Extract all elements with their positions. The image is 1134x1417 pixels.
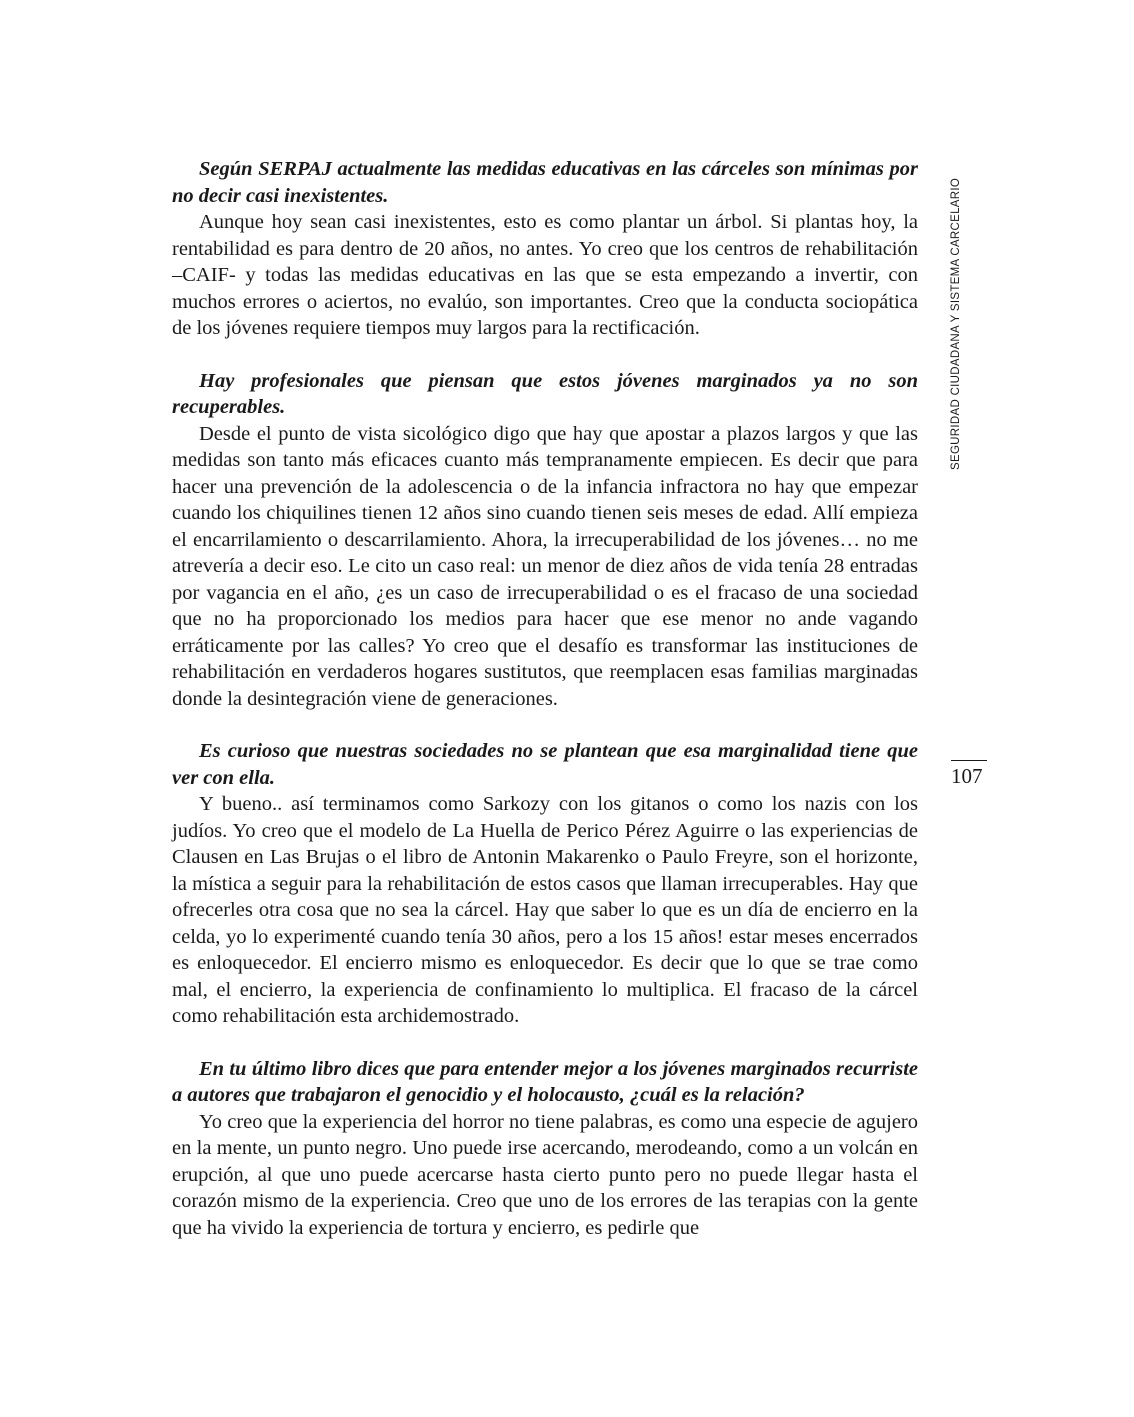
interview-section <box>172 156 918 342</box>
interview-section <box>172 1056 918 1242</box>
interview-answer: Y bueno.. así terminamos como Sarkozy con los gitanos o como los nazis con los judíos. Yo creo que el modelo de La Huella de Perico Pérez Aguirre o las experiencias de Clausen en Las Brujas o el libro de Antonin Makarenko o Paulo Freyre, son el horizonte, la mística a seguir para la rehabilitación de estos casos que llaman irrecuperables. Hay que ofrecerles otra cosa que no sea la cárcel. Hay que saber lo que es un día de encierro en la celda, yo lo experimenté cuando tenía 30 años, pero a los 15 años! estar meses encerrados es enloquecedor. El encierro mismo es enloquecedor. Es decir que lo que se trae como mal, el encierro, la experiencia de confinamiento lo multiplica. El fracaso de la cárcel como rehabilitación esta archidemostrado. <box>172 793 918 1027</box>
interview-answer: Aunque hoy sean casi inexistentes, esto es como plantar un árbol. Si plantas hoy, la rentabilidad es para dentro de 20 años, no antes. Yo creo que los centros de rehabilitación –CAIF- y todas las medidas educativas en las que se esta empezando a invertir, con muchos errores o aciertos, no evalúo, son importantes. Creo que la conducta sociopática de los jóvenes requiere tiempos muy largos para la rectificación. <box>172 211 918 339</box>
interview-section <box>172 368 918 713</box>
interview-question: Según SERPAJ actualmente las medidas educativas en las cárceles son mínimas por no decir casi inexistentes. <box>172 158 918 207</box>
interview-answer: Desde el punto de vista sicológico digo que hay que apostar a plazos largos y que las medidas son tanto más eficaces cuanto más tempranamente empiecen. Es decir que para hacer una prevención de la adolescencia o de la infancia infractora no hay que empezar cuando los chiquilines tienen 12 años sino cuando tienen seis meses de edad. Allí empieza el encarrilamiento o descarrilamiento. Ahora, la irrecuperabilidad de los jóvenes… no me atrevería a decir eso. Le cito un caso real: un menor de diez años de vida tenía 28 entradas por vagancia en el año, ¿es un caso de irrecuperabilidad o es el fracaso de una sociedad que no ha proporcionado los medios para hacer que ese menor no ande vagando erráticamente por las calles? Yo creo que el desafío es transformar las instituciones de rehabilitación en verdaderos hogares sustitutos, que reemplacen esas familias marginadas donde la desintegración viene de generaciones. <box>172 422 918 710</box>
running-header-vertical: SEGURIDAD CIUDADANA Y SISTEMA CARCELARIO <box>950 177 962 470</box>
interview-question: Hay profesionales que piensan que estos jóvenes marginados ya no son recuperables. <box>172 369 918 418</box>
interview-answer: Yo creo que la experiencia del horror no tiene palabras, es como una especie de agujero en la mente, un punto negro. Uno puede irse acercando, merodeando, como a un volcán en erupción, al que uno puede acercarse hasta cierto punto pero no puede llegar hasta el corazón mismo de la experiencia. Creo que uno de los errores de las terapias con la gente que ha vivido la experiencia de tortura y encierro, es pedirle que <box>172 1110 918 1239</box>
page-number: 107 <box>951 764 983 788</box>
interview-question: En tu último libro dices que para entender mejor a los jóvenes marginados recurriste a autores que trabajaron el genocidio y el holocausto, ¿cuál es la relación? <box>172 1057 918 1106</box>
interview-body <box>172 156 918 1267</box>
page-number-rule <box>951 760 987 761</box>
interview-question: Es curioso que nuestras sociedades no se plantean que esa marginalidad tiene que ver con ella. <box>172 740 918 789</box>
interview-section <box>172 738 918 1030</box>
